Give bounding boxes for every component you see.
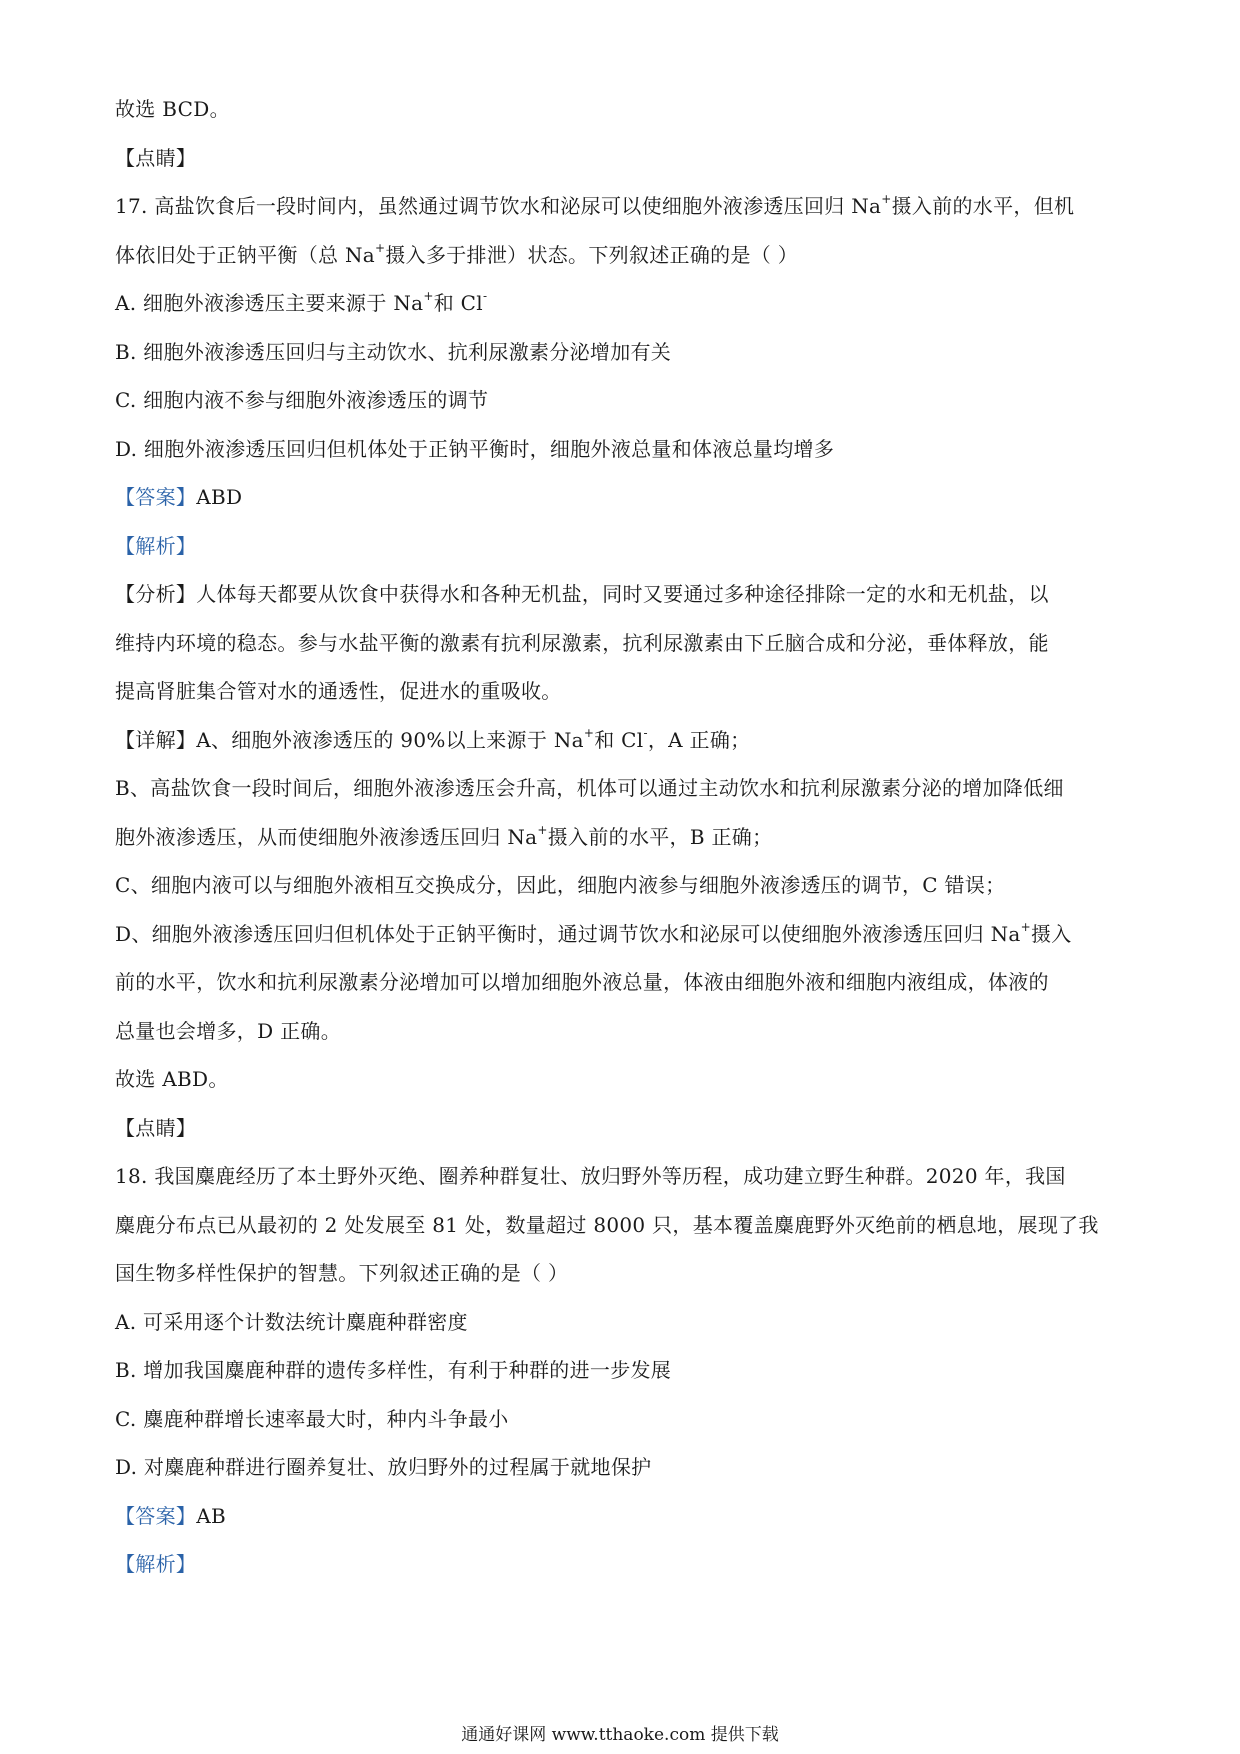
q17-xiangjie-b-2: 胞外液渗透压，从而使细胞外液渗透压回归 Na+摄入前的水平，B 正确；: [115, 822, 773, 849]
q18-option-d: D. 对麋鹿种群进行圈养复壮、放归野外的过程属于就地保护: [115, 1455, 652, 1479]
answer-tag: 【答案】: [115, 485, 197, 509]
q17-fenxi-line-3: 提高肾脏集合管对水的通透性，促进水的重吸收。: [115, 679, 562, 703]
q17-fenxi-line-1: 【分析】人体每天都要从饮食中获得水和各种无机盐，同时又要通过多种途径排除一定的水和无机盐，以: [115, 582, 1049, 606]
q17-xiangjie-b-1: B、高盐饮食一段时间后，细胞外液渗透压会升高，机体可以通过主动饮水和抗利尿激素分泌的增加降低细: [115, 776, 1064, 800]
q17-analysis-tag: 【解析】: [115, 533, 197, 558]
q18-option-b: B. 增加我国麋鹿种群的遗传多样性，有利于种群的进一步发展: [115, 1358, 672, 1382]
q18-analysis-tag: 【解析】: [115, 1552, 197, 1576]
page-footer: 通通好课网 www.tthaoke.com 提供下载: [461, 1725, 779, 1745]
answer-tag: 【答案】: [115, 1503, 197, 1528]
q17-option-b: B. 细胞外液渗透压回归与主动饮水、抗利尿激素分泌增加有关: [115, 339, 672, 364]
q17-stem-line-2: 体依旧处于正钠平衡（总 Na+摄入多于排泄）状态。下列叙述正确的是（ ）: [115, 240, 799, 267]
q17-xiangjie-d-1: D、细胞外液渗透压回归但机体处于正钠平衡时，通过调节饮水和泌尿可以使细胞外液渗透压回归 Na+摄入: [115, 919, 1072, 946]
q18-stem-line-3: 国生物多样性保护的智慧。下列叙述正确的是（ ）: [115, 1261, 569, 1285]
prev-conclusion: 故选 BCD。: [115, 97, 230, 121]
q18-answer: 【答案】AB: [115, 1503, 226, 1528]
q17-option-a: A. 细胞外液渗透压主要来源于 Na+和 Cl-: [115, 289, 488, 315]
q18-option-a: A. 可采用逐个计数法统计麋鹿种群密度: [115, 1309, 468, 1334]
q17-xiangjie-d-2: 前的水平，饮水和抗利尿激素分泌增加可以增加细胞外液总量，体液由细胞外液和细胞内液组成，体液的: [115, 970, 1049, 994]
q17-xiangjie-c: C、细胞内液可以与细胞外液相互交换成分，因此，细胞内液参与细胞外液渗透压的调节，C 错误；: [115, 873, 1006, 897]
q17-tip-tag: 【点睛】: [115, 1115, 197, 1140]
q17-xiangjie-a: 【详解】A、细胞外液渗透压的 90%以上来源于 Na+和 Cl-，A 正确；: [115, 725, 751, 752]
q18-stem-line-1: 18. 我国麋鹿经历了本土野外灭绝、圈养种群复壮、放归野外等历程，成功建立野生种群。2020 年，我国: [115, 1164, 1066, 1188]
q17-option-c: C. 细胞内液不参与细胞外液渗透压的调节: [115, 388, 489, 412]
q17-stem-line-1: 17. 高盐饮食后一段时间内，虽然通过调节饮水和泌尿可以使细胞外液渗透压回归 Na+摄入前的水平，但机: [115, 192, 1075, 218]
q17-xiangjie-d-3: 总量也会增多，D 正确。: [115, 1018, 341, 1043]
q17-option-d: D. 细胞外液渗透压回归但机体处于正钠平衡时，细胞外液总量和体液总量均增多: [115, 436, 835, 461]
q17-conclusion: 故选 ABD。: [115, 1067, 229, 1091]
q18-option-c: C. 麋鹿种群增长速率最大时，种内斗争最小: [115, 1406, 509, 1431]
q17-answer: 【答案】ABD: [115, 485, 243, 509]
q17-fenxi-line-2: 维持内环境的稳态。参与水盐平衡的激素有抗利尿激素，抗利尿激素由下丘脑合成和分泌，垂体释放，能: [115, 630, 1049, 655]
q18-stem-line-2: 麋鹿分布点已从最初的 2 处发展至 81 处，数量超过 8000 只，基本覆盖麋鹿野外灭绝前的栖息地，展现了我: [115, 1212, 1099, 1237]
document-page: [115, 95, 1135, 1599]
prev-tip-tag: 【点睛】: [115, 145, 197, 170]
